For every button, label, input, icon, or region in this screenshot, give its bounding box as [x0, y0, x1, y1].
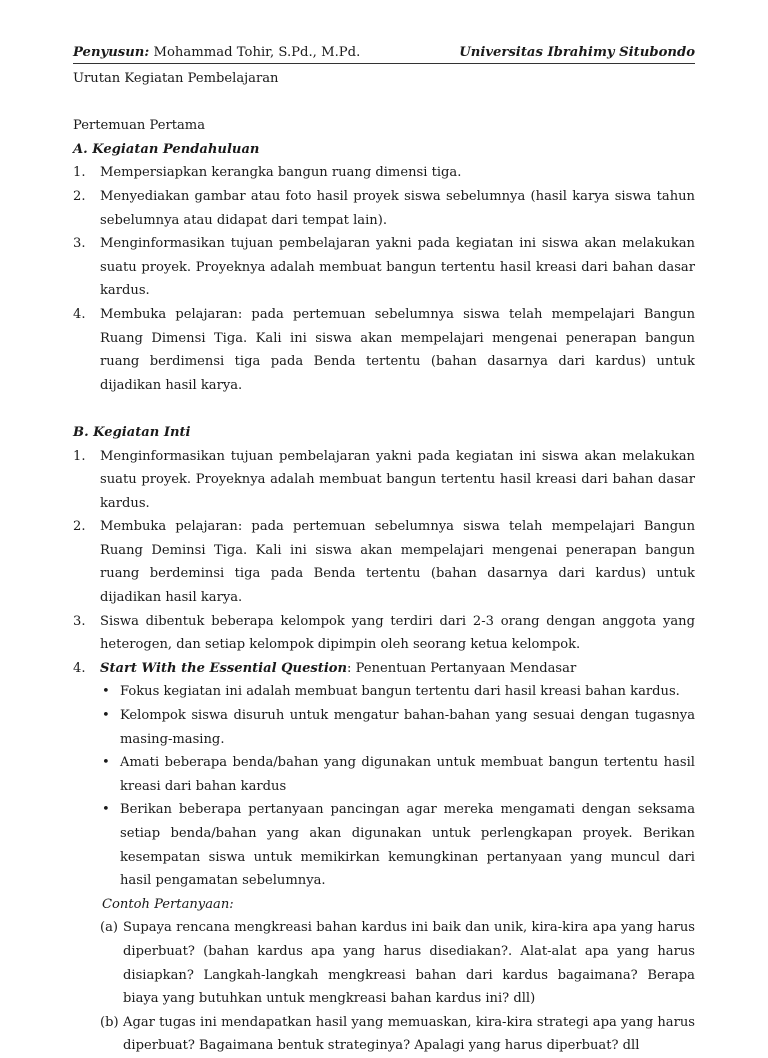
item-title-rest: : Penentuan Pertanyaan Mendasar — [347, 660, 577, 676]
bullet-text: Kelompok siswa disuruh untuk mengatur bahan-bahan yang sesuai dengan tugasnya masing-masing. — [120, 708, 695, 747]
item-number: 1. — [73, 448, 86, 464]
bullet-item — [73, 680, 695, 704]
part-a-list — [73, 161, 695, 397]
meeting-title: Pertemuan Pertama — [73, 118, 206, 134]
author-label: Penyusun: — [73, 45, 150, 60]
bullet-item — [73, 704, 695, 751]
list-item — [73, 610, 695, 657]
item-number: 1. — [73, 165, 86, 181]
author-name: Mohammad Tohir, S.Pd., M.Pd. — [149, 45, 361, 60]
bullet-icon: • — [102, 684, 110, 700]
section-title: Urutan Kegiatan Pembelajaran — [73, 71, 279, 86]
item-text: Membuka pelajaran: pada pertemuan sebelumnya siswa telah mempelajari Bangun Ruang Deminsi Tiga. Kali ini siswa akan mempelajari mengenai penerapan bangun ruang berdeminsi tiga pada Benda tertentu (bahan dasarnya dari kardus) untuk dijadikan hasil karya. — [100, 519, 695, 606]
example-label: Contoh Pertanyaan: — [102, 896, 234, 912]
item-text: Siswa dibentuk beberapa kelompok yang terdiri dari 2-3 orang dengan anggota yang heterogen, dan setiap kelompok dipimpin oleh seorang ketua kelompok. — [100, 613, 695, 653]
item-number: 3. — [73, 613, 86, 629]
item-number: 2. — [73, 188, 86, 204]
part-b-list — [73, 445, 695, 1058]
list-item — [73, 445, 695, 516]
example-item — [73, 916, 695, 1010]
bullet-text: Berikan beberapa pertanyaan pancingan agar mereka mengamati dengan seksama setiap benda/bahan yang akan digunakan untuk perlengkapan proyek. Berikan kesempatan siswa untuk memikirkan kemungkinan pertanyaan yang muncul dari hasil pengamatan sebelumnya. — [120, 802, 695, 889]
example-text: Agar tugas ini mendapatkan hasil yang memuaskan, kira-kira strategi apa yang harus diperbuat? Bagaimana bentuk strateginya? Apalagi yang harus diperbuat? dll — [123, 1014, 695, 1054]
item-number: 4. — [73, 306, 86, 322]
example-number: (a) — [100, 920, 119, 936]
item-text: Menginformasikan tujuan pembelajaran yakni pada kegiatan ini siswa akan melakukan suatu proyek. Proyeknya adalah membuat bangun tertentu hasil kreasi dari bahan dasar kardus. — [100, 448, 695, 511]
part-b-title: B. Kegiatan Inti — [73, 424, 191, 440]
item-text: Mempersiapkan kerangka bangun ruang dimensi tiga. — [100, 165, 462, 181]
item-number: 4. — [73, 660, 86, 676]
item-title-italic: Start With the Essential Question — [100, 660, 348, 676]
bullet-icon: • — [102, 708, 110, 724]
item-text: Menyediakan gambar atau foto hasil proyek siswa sebelumnya (hasil karya siswa tahun sebelumnya atau didapat dari tempat lain). — [100, 188, 695, 228]
example-item — [73, 1011, 695, 1058]
document-body — [73, 67, 695, 1058]
bullet-list — [73, 680, 695, 892]
item-text: Menginformasikan tujuan pembelajaran yakni pada kegiatan ini siswa akan melakukan suatu proyek. Proyeknya adalah membuat bangun tertentu hasil kreasi dari bahan dasar kardus. — [100, 236, 695, 299]
page-header — [73, 41, 695, 64]
list-item — [73, 515, 695, 609]
bullet-icon: • — [102, 802, 110, 818]
list-item — [73, 232, 695, 303]
bullet-text: Fokus kegiatan ini adalah membuat bangun tertentu dari hasil kreasi bahan kardus. — [120, 684, 680, 700]
bullet-icon: • — [102, 755, 110, 771]
list-item — [73, 303, 695, 397]
item-text: Membuka pelajaran: pada pertemuan sebelumnya siswa telah mempelajari Bangun Ruang Dimensi Tiga. Kali ini siswa akan mempelajari mengenai penerapan bangun ruang berdimensi tiga pada Benda tertentu (bahan dasarnya dari kardus) untuk dijadikan hasil karya. — [100, 306, 695, 393]
bullet-item — [73, 798, 695, 892]
list-item — [73, 185, 695, 232]
bullet-item — [73, 751, 695, 798]
example-number: (b) — [100, 1014, 119, 1030]
list-item — [73, 161, 695, 185]
institution-name: Universitas Ibrahimy Situbondo — [459, 45, 695, 60]
list-item — [73, 657, 695, 681]
item-number: 2. — [73, 519, 86, 535]
author-line — [73, 41, 360, 65]
part-a-title: A. Kegiatan Pendahuluan — [73, 141, 260, 157]
bullet-text: Amati beberapa benda/bahan yang digunakan untuk membuat bangun tertentu hasil kreasi dari bahan kardus — [120, 755, 695, 794]
item-number: 3. — [73, 236, 86, 252]
example-text: Supaya rencana mengkreasi bahan kardus ini baik dan unik, kira-kira apa yang harus diperbuat? (bahan kardus apa yang harus disediakan?. Alat-alat apa yang harus disiapkan? Langkah-langkah mengkreasi bahan dari kardus bagaimana? Berapa biaya yang butuhkan untuk mengkreasi bahan kardus ini? dll) — [123, 920, 695, 1007]
